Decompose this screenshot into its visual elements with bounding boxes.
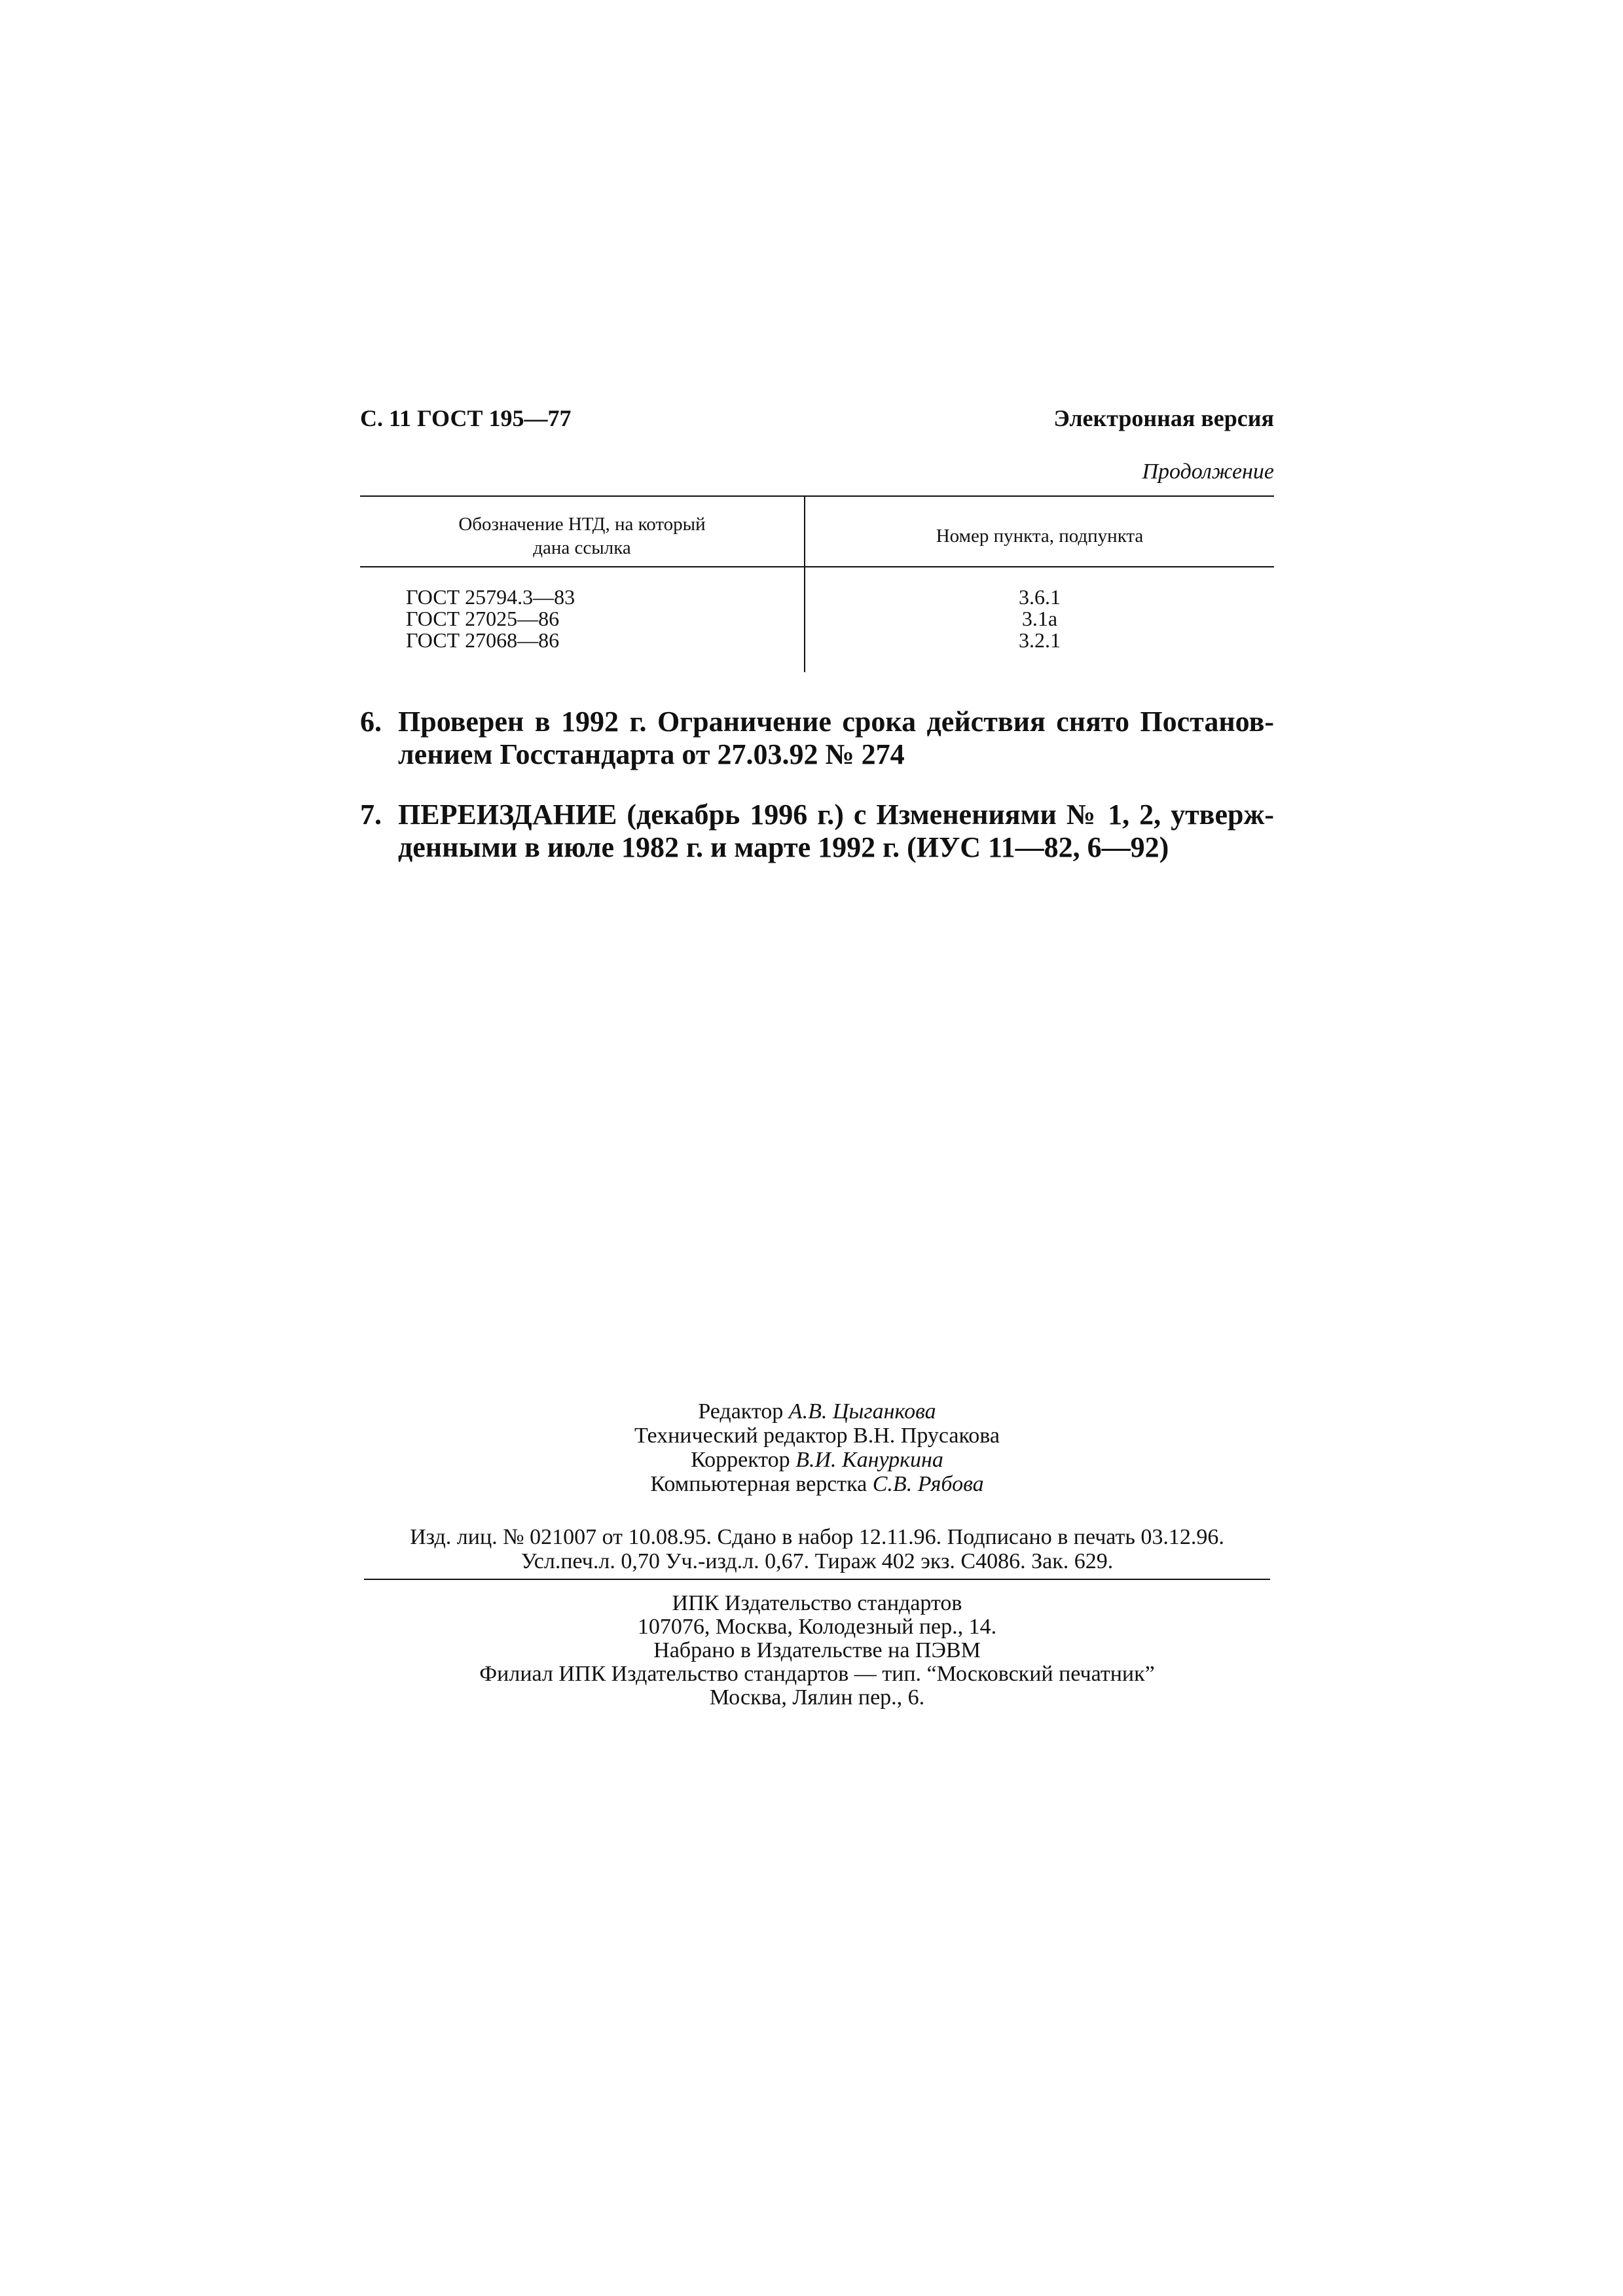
reference-table: [360, 495, 1274, 672]
credits-block: [360, 1399, 1274, 1496]
item-6-line1: [360, 706, 1274, 738]
credit-name: В.И. Кануркина: [795, 1448, 943, 1472]
item-7: [360, 798, 1274, 864]
table-header-document-line2: дана ссылка: [533, 537, 631, 558]
table-header-clause: Номер пункта, подпункта: [936, 526, 1144, 547]
credit-line: [360, 1472, 1274, 1496]
item-7-text1: ПЕРЕИЗДАНИЕ (декабрь 1996 г.) с Изменениями № 1, 2, утверж-: [398, 798, 1274, 831]
item-number: 7.: [360, 798, 382, 831]
page-header-right: Электронная версия: [1053, 405, 1274, 431]
table-cell-doc: ГОСТ 27025—86: [406, 607, 560, 630]
credit-line: [360, 1399, 1274, 1424]
table-column-clauses: [805, 586, 1274, 651]
table-cell-doc: ГОСТ 27068—86: [406, 628, 560, 652]
credit-name: А.В. Цыганкова: [788, 1399, 936, 1424]
item-6-line2: лением Госстандарта от 27.03.92 № 274: [398, 738, 905, 770]
publisher-line: 107076, Москва, Колодезный пер., 14.: [637, 1615, 997, 1639]
table-top-rule: [360, 495, 1274, 497]
publisher-line: ИПК Издательство стандартов: [672, 1591, 962, 1615]
table-header-document: [360, 512, 804, 560]
publisher-line: Москва, Лялин пер., 6.: [709, 1685, 925, 1710]
imprint-line1: Изд. лиц. № 021007 от 10.08.95. Сдано в набор 12.11.96. Подписано в печать 03.12.96.: [410, 1525, 1224, 1549]
item-number: 6.: [360, 706, 382, 738]
table-column-documents: [406, 586, 575, 651]
table-cell-clause: 3.1а: [1021, 607, 1058, 630]
credit-role: Технический редактор: [634, 1424, 848, 1448]
credit-role: Редактор: [698, 1399, 784, 1424]
table-header-document-line1: Обозначение НТД, на который: [458, 514, 706, 535]
publisher-block: [360, 1592, 1274, 1710]
item-6: [360, 706, 1274, 771]
credit-line: [360, 1424, 1274, 1448]
page-header-left: С. 11 ГОСТ 195—77: [360, 405, 572, 431]
table-continuation-label: Продолжение: [1142, 459, 1274, 484]
imprint-line2: Усл.печ.л. 0,70 Уч.-изд.л. 0,67. Тираж 402 экз. С4086. Зак. 629.: [520, 1549, 1114, 1573]
imprint-divider: [364, 1579, 1270, 1580]
item-7-line1: [360, 798, 1274, 831]
credit-name: С.В. Рябова: [872, 1472, 984, 1496]
item-6-text1: Проверен в 1992 г. Ограничение срока действия снято Постанов-: [398, 706, 1274, 738]
publisher-line: Набрано в Издательстве на ПЭВМ: [653, 1638, 981, 1662]
table-cell-clause: 3.6.1: [1019, 585, 1061, 609]
credit-line: [360, 1448, 1274, 1472]
credit-role: Компьютерная верстка: [650, 1472, 867, 1496]
credit-name: В.Н. Прусакова: [853, 1424, 1000, 1448]
imprint-block: [360, 1525, 1274, 1573]
item-7-line2: денными в июле 1982 г. и марте 1992 г. (ИУС 11—82, 6—92): [398, 831, 1169, 863]
table-cell-doc: ГОСТ 25794.3—83: [406, 585, 575, 609]
table-cell-clause: 3.2.1: [1019, 628, 1061, 652]
credit-role: Корректор: [691, 1448, 790, 1472]
table-header-rule: [360, 566, 1274, 567]
publisher-line: Филиал ИПК Издательство стандартов — тип. “Московский печатник”: [479, 1662, 1155, 1686]
